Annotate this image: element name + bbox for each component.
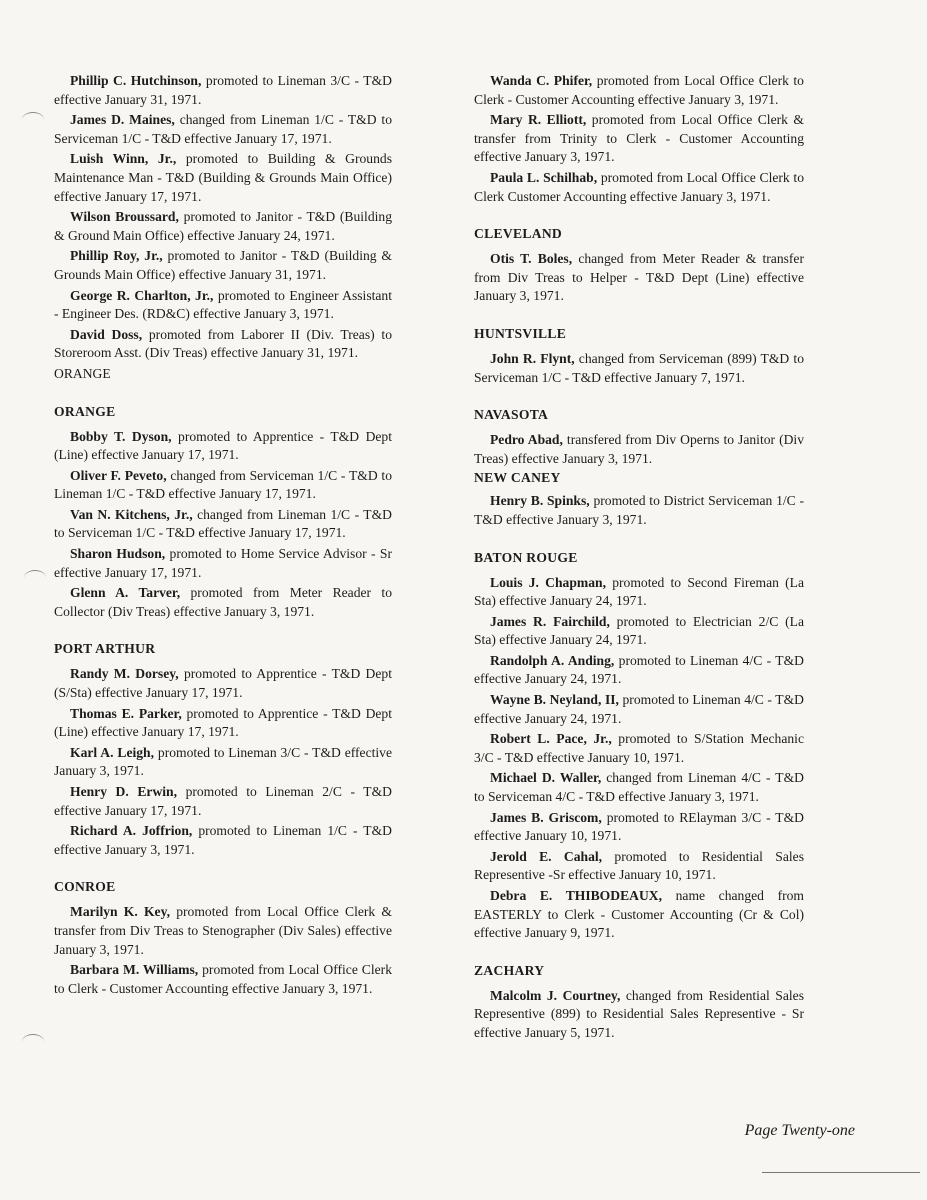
change-description: promoted to S/Station Mechanic 3/C - T&D effective January 10, 1971. <box>474 731 804 765</box>
change-description: changed from Residential Sales Representive (899) to Residential Sales Representive - Sr effective January 5, 1971. <box>474 987 804 1040</box>
footer-rule <box>762 1172 920 1173</box>
section-heading: CLEVELAND <box>474 226 563 242</box>
section-heading: BATON ROUGE <box>474 549 578 565</box>
stray-label: ORANGE <box>54 365 111 381</box>
personnel-entry <box>54 428 392 465</box>
employee-name: Henry D. Erwin, <box>70 784 177 799</box>
employee-name: Michael D. Waller, <box>490 770 602 786</box>
personnel-entry <box>54 287 392 324</box>
employee-name: Phillip C. Hutchinson, <box>70 73 202 88</box>
personnel-entry <box>474 652 804 689</box>
change-description: name changed from EASTERLY to Clerk - Customer Accounting (Cr & Col) effective January 9, 1971. <box>474 888 804 941</box>
employee-name: Richard A. Joffrion, <box>70 823 193 839</box>
employee-name: Bobby T. Dyson, <box>70 428 172 444</box>
change-description: promoted to Lineman 4/C - T&D effective January 24, 1971. <box>474 652 804 687</box>
change-description: promoted to Janitor - T&D (Building & Grounds Main Office) effective January 31, 1971. <box>54 248 393 282</box>
employee-name: Otis T. Boles, <box>490 251 573 267</box>
personnel-entry <box>474 691 804 728</box>
change-description: promoted to Lineman 1/C - T&D effective January 3, 1971. <box>54 823 392 857</box>
personnel-entry <box>474 730 804 767</box>
employee-name: Mary R. Elliott, <box>490 112 587 128</box>
employee-name: Phillip Roy, Jr., <box>70 248 163 264</box>
employee-name: Randy M. Dorsey, <box>70 666 179 682</box>
personnel-entry <box>474 350 804 387</box>
change-description: promoted from Local Office Clerk & transfer from Div Treas to Stenographer (Div Sales) effective January 3, 1971. <box>54 904 392 957</box>
employee-name: George R. Charlton, Jr., <box>70 287 214 303</box>
personnel-entry <box>474 574 804 611</box>
personnel-entry <box>54 467 392 504</box>
change-description: promoted to Home Service Advisor - Sr effective January 17, 1971. <box>54 546 393 580</box>
personnel-entry <box>54 705 392 742</box>
change-description: promoted to Lineman 3/C - T&D effective January 31, 1971. <box>54 73 392 107</box>
change-description: changed from Serviceman 1/C - T&D to Lineman 1/C - T&D effective January 17, 1971. <box>54 467 392 502</box>
employee-name: John R. Flynt, <box>490 350 575 366</box>
personnel-entry <box>474 848 804 885</box>
personnel-entry <box>54 665 392 702</box>
change-description: promoted from Laborer II (Div. Treas) to Storeroom Asst. (Div Treas) effective January 31, 1971. <box>54 326 392 361</box>
personnel-entry <box>474 613 804 650</box>
personnel-entry <box>54 584 392 621</box>
personnel-entry <box>474 111 804 167</box>
section-heading: CONROE <box>54 879 116 895</box>
section-gap <box>474 389 804 407</box>
employee-name: Malcolm J. Courtney, <box>490 987 621 1003</box>
personnel-entry <box>474 492 804 529</box>
employee-name: Jerold E. Cahal, <box>490 848 603 864</box>
page-number: Page Twenty-one <box>744 1122 855 1139</box>
employee-name: Glenn A. Tarver, <box>70 585 181 601</box>
personnel-entry <box>474 250 804 306</box>
personnel-entry <box>54 822 392 859</box>
employee-name: Henry B. Spinks, <box>490 493 590 509</box>
change-description: promoted from Local Office Clerk to Clerk - Customer Accounting effective January 3, 1971. <box>474 73 804 107</box>
section-gap <box>54 861 392 879</box>
change-description: changed from Lineman 1/C - T&D to Serviceman 1/C - T&D effective January 17, 1971. <box>54 506 392 541</box>
personnel-entry <box>474 887 804 943</box>
punch-hole-mark <box>22 1034 44 1049</box>
change-description: promoted to Lineman 3/C - T&D effective January 3, 1971. <box>54 744 393 779</box>
personnel-entry <box>474 987 804 1043</box>
punch-hole-mark <box>22 112 44 127</box>
employee-name: Marilyn K. Key, <box>70 904 171 920</box>
section-gap <box>474 308 804 326</box>
personnel-entry <box>54 903 392 959</box>
change-description: transfered from Div Operns to Janitor (Div Treas) effective January 3, 1971. <box>474 432 805 466</box>
employee-name: Sharon Hudson, <box>70 546 166 562</box>
section-gap <box>474 532 804 550</box>
employee-name: Wayne B. Neyland, II, <box>490 692 619 708</box>
section-heading: HUNTSVILLE <box>474 325 567 341</box>
change-description: promoted to RElayman 3/C - T&D effective January 10, 1971. <box>474 809 804 844</box>
personnel-entry <box>474 769 804 806</box>
employee-name: Robert L. Pace, Jr., <box>490 731 612 747</box>
employee-name: Pedro Abad, <box>490 432 563 448</box>
section-gap <box>54 623 392 641</box>
employee-name: Randolph A. Anding, <box>490 652 615 668</box>
employee-name: David Doss, <box>70 326 143 342</box>
section-gap <box>54 386 392 404</box>
personnel-entry <box>474 809 804 846</box>
personnel-entry <box>54 545 392 582</box>
change-description: promoted to Lineman 4/C - T&D effective January 24, 1971. <box>474 692 804 726</box>
change-description: promoted to Apprentice - T&D Dept (Line) effective January 17, 1971. <box>54 705 392 740</box>
change-description: promoted to Building & Grounds Maintenance Man - T&D (Building & Grounds Main Office) effective January 17, 1971. <box>54 151 392 204</box>
punch-hole-mark <box>24 570 46 585</box>
employee-name: James D. Maines, <box>70 112 175 128</box>
employee-name: Paula L. Schilhab, <box>490 169 598 185</box>
section-heading: ZACHARY <box>474 962 545 978</box>
change-description: changed from Lineman 1/C - T&D to Serviceman 1/C - T&D effective January 17, 1971. <box>54 112 392 146</box>
employee-name: Louis J. Chapman, <box>490 574 606 590</box>
employee-name: Luish Winn, Jr., <box>70 151 177 167</box>
change-description: promoted from Local Office Clerk & transfer from Trinity to Clerk - Customer Accounting effective January 3, 1971. <box>474 112 804 165</box>
employee-name: Van N. Kitchens, Jr., <box>70 506 193 522</box>
personnel-entry <box>54 783 392 820</box>
personnel-entry <box>474 169 804 206</box>
change-description: promoted to Engineer Assistant - Engineer Des. (RD&C) effective January 3, 1971. <box>54 287 392 322</box>
section-gap <box>474 208 804 226</box>
change-description: promoted from Local Office Clerk to Clerk Customer Accounting effective January 3, 1971. <box>474 169 804 204</box>
employee-name: Thomas E. Parker, <box>70 705 182 721</box>
employee-name: James B. Griscom, <box>490 809 602 825</box>
personnel-entry <box>54 744 392 781</box>
personnel-entry <box>54 150 392 206</box>
personnel-entry <box>54 326 392 363</box>
change-description: promoted to Electrician 2/C (La Sta) effective January 24, 1971. <box>474 613 804 648</box>
employee-name: Wanda C. Phifer, <box>490 73 593 88</box>
left-column <box>54 72 392 1000</box>
change-description: changed from Serviceman (899) T&D to Serviceman 1/C - T&D effective January 7, 1971. <box>474 350 804 385</box>
employee-name: Barbara M. Williams, <box>70 962 199 978</box>
personnel-entry <box>474 431 804 468</box>
change-description: promoted to Apprentice - T&D Dept (S/Sta) effective January 17, 1971. <box>54 666 392 701</box>
change-description: promoted to Janitor - T&D (Building & Ground Main Office) effective January 24, 1971. <box>54 209 392 243</box>
change-description: promoted to District Serviceman 1/C - T&D effective January 3, 1971. <box>474 493 805 527</box>
change-description: promoted from Local Office Clerk to Clerk - Customer Accounting effective January 3, 1971. <box>54 962 392 996</box>
change-description: promoted to Residential Sales Representive -Sr effective January 10, 1971. <box>474 848 804 883</box>
right-column <box>474 72 804 1045</box>
employee-name: Debra E. THIBODEAUX, <box>490 888 662 903</box>
personnel-entry <box>54 208 392 245</box>
change-description: promoted to Lineman 2/C - T&D effective January 17, 1971. <box>54 784 392 818</box>
change-description: changed from Lineman 4/C - T&D to Serviceman 4/C - T&D effective January 3, 1971. <box>474 770 804 805</box>
personnel-entry <box>474 72 804 109</box>
section-heading: PORT ARTHUR <box>54 641 156 657</box>
personnel-entry <box>54 247 392 284</box>
personnel-entry <box>54 961 392 998</box>
personnel-entry <box>54 506 392 543</box>
change-description: promoted to Second Fireman (La Sta) effective January 24, 1971. <box>474 574 804 609</box>
section-gap <box>474 945 804 963</box>
change-description: changed from Meter Reader & transfer from Div Treas to Helper - T&D Dept (Line) effective January 3, 1971. <box>474 251 804 304</box>
change-description: promoted from Meter Reader to Collector (Div Treas) effective January 3, 1971. <box>54 585 392 619</box>
personnel-entry <box>54 72 392 109</box>
employee-name: James R. Fairchild, <box>490 613 610 629</box>
section-heading: NEW CANEY <box>474 470 561 486</box>
employee-name: Oliver F. Peveto, <box>70 467 167 483</box>
employee-name: Karl A. Leigh, <box>70 744 155 760</box>
section-heading: NAVASOTA <box>474 407 549 423</box>
section-heading: ORANGE <box>54 403 116 419</box>
change-description: promoted to Apprentice - T&D Dept (Line) effective January 17, 1971. <box>54 428 392 463</box>
personnel-entry <box>54 111 392 148</box>
employee-name: Wilson Broussard, <box>70 209 179 225</box>
